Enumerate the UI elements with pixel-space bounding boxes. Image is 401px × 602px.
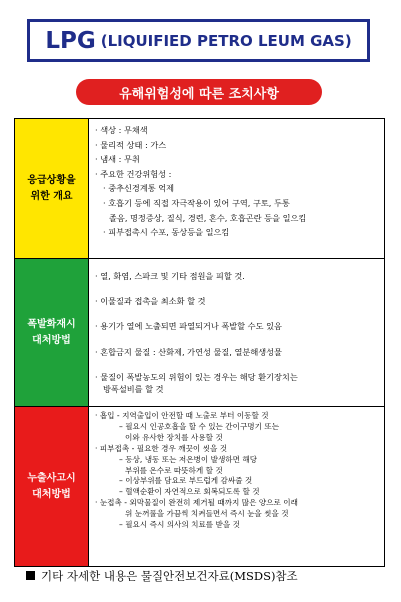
emergency-row bbox=[15, 119, 384, 259]
leak-line: 위 눈꺼풀을 가끔씩 치켜들면서 즉시 눈을 씻을 것 bbox=[125, 509, 289, 519]
emergency-line: · 물리적 상태 : 가스 bbox=[95, 139, 167, 150]
fire-label-line-2: 대처방법 bbox=[32, 334, 71, 346]
emergency-line: · 냄새 : 무취 bbox=[95, 154, 140, 165]
emergency-label-line-2: 위한 개요 bbox=[30, 190, 73, 202]
emergency-line: · 피부접촉시 수포, 동상등을 일으킴 bbox=[103, 227, 230, 238]
leak-line: 부위를 온수로 따뜻하게 할 것 bbox=[125, 465, 223, 475]
leak-line: – 이상부위를 담요로 부드럽게 감싸줄 것 bbox=[119, 476, 253, 486]
fire-row bbox=[15, 259, 384, 407]
measures-table bbox=[14, 118, 385, 567]
emergency-label bbox=[15, 119, 89, 258]
subtitle-banner: 유해위험성에 따른 조치사항 bbox=[76, 79, 322, 105]
leak-line: 이와 유사한 장치를 사용할 것 bbox=[125, 432, 223, 442]
leak-line: · 눈접촉 - 외막물질이 완전히 제거될 때까지 많은 양으로 이래 bbox=[95, 498, 298, 508]
leak-line: – 필요시 즉시 의사의 치료를 받을 것 bbox=[119, 520, 240, 530]
square-bullet-icon bbox=[26, 571, 35, 580]
emergency-line: · 중추신경계통 억제 bbox=[103, 183, 175, 194]
fire-line: 방폭설비를 할 것 bbox=[103, 384, 164, 395]
leak-label bbox=[15, 407, 89, 566]
emergency-line: 졸음, 명정증상, 질식, 경련, 혼수, 호흡곤란 등을 일으킴 bbox=[109, 212, 307, 223]
fire-item-block bbox=[95, 371, 380, 395]
leak-line: · 흡입 - 지역출입이 안전할 때 노출로 부터 이동할 것 bbox=[95, 411, 269, 420]
emergency-content bbox=[89, 119, 384, 258]
leak-line: – 필요시 인공호흡을 할 수 있는 간이구명기 또는 bbox=[119, 421, 280, 431]
leak-label-line-2: 대처방법 bbox=[32, 488, 71, 500]
emergency-line: · 색상 : 무채색 bbox=[95, 125, 148, 135]
footer-note bbox=[26, 568, 376, 584]
fire-line: · 혼합금지 물질 : 산화제, 가연성 물질, 열분해생성물 bbox=[95, 346, 282, 357]
title-main: LPG bbox=[45, 27, 96, 54]
fire-line: · 용기가 열에 노출되면 파열되거나 폭발할 수도 있음 bbox=[95, 321, 282, 332]
leak-line: · 피부접촉 - 필요한 경우 깨끗이 씻을 것 bbox=[95, 443, 228, 453]
leak-line: – 동상, 냉동 또는 저온병이 발생하면 해당 bbox=[119, 454, 258, 464]
fire-label bbox=[15, 259, 89, 406]
leak-content bbox=[89, 407, 384, 566]
fire-label-line-1: 폭발화재시 bbox=[27, 318, 76, 330]
leak-label-line-1: 누출사고시 bbox=[27, 472, 76, 484]
title-box bbox=[27, 19, 370, 62]
fire-line: · 물질이 폭발농도의 위험이 있는 경우는 해당 환기장치는 bbox=[95, 372, 298, 383]
title-sub: (LIQUIFIED PETRO LEUM GAS) bbox=[100, 31, 352, 50]
fire-content bbox=[89, 259, 384, 406]
footer-text: 기타 자세한 내용은 물질안전보건자료(MSDS)참조 bbox=[41, 569, 298, 583]
leak-row bbox=[15, 407, 384, 566]
emergency-label-line-1: 응급상황을 bbox=[27, 174, 76, 186]
leak-line: – 혈액순환이 자연적으로 회복되도록 할 것 bbox=[119, 487, 260, 497]
emergency-line: · 호흡기 등에 직접 자극작용이 있어 구역, 구토, 두통 bbox=[103, 197, 290, 208]
fire-line: · 이물질과 접촉을 최소화 할 것 bbox=[95, 296, 206, 307]
emergency-line: · 주요한 건강위험성 : bbox=[95, 168, 172, 179]
fire-line: · 열, 화염, 스파크 및 기타 점원을 피할 것. bbox=[95, 270, 245, 281]
